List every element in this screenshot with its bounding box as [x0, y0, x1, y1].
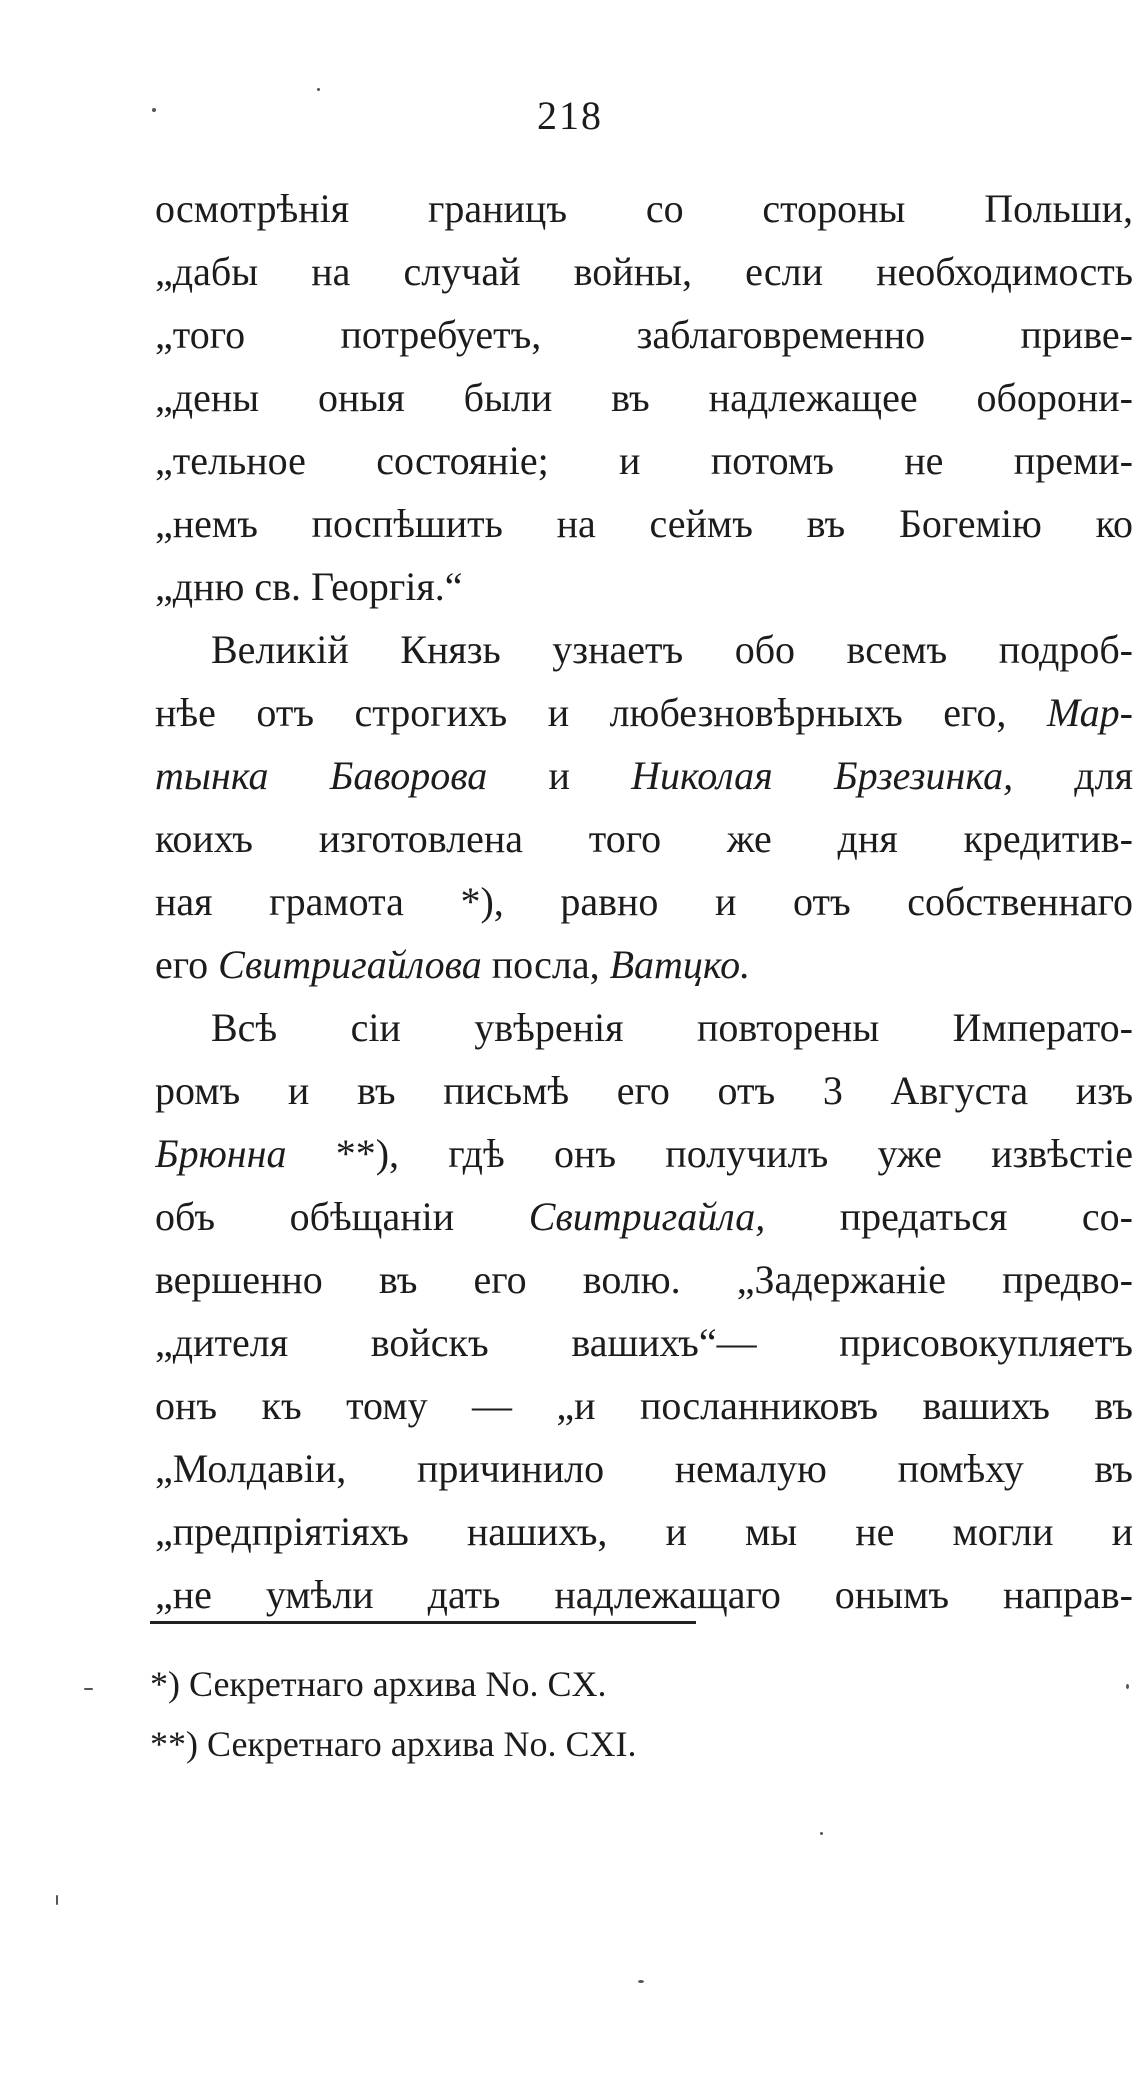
italic-name: Свитригайла, [528, 1194, 766, 1239]
italic-name: Ватцко. [609, 942, 751, 987]
text-line: Великій Князь узнаетъ обо всемъ подроб- [211, 627, 1133, 672]
footnote-2: **) Секретнаго архива No. CXI. [150, 1724, 637, 1764]
text-line: Всѣ сіи увѣренія повторены Императо- [211, 1005, 1133, 1050]
text-span: нѣе отъ строгихъ и любезновѣрныхъ его, [155, 690, 1047, 735]
paragraph-2 [155, 618, 1133, 996]
text-line: „предпріятіяхъ нашихъ, и мы не могли и [155, 1509, 1133, 1554]
text-line: „дню св. Георгія.“ [155, 564, 463, 609]
text-line [155, 933, 1133, 996]
italic-name: тынка Баворова [155, 753, 488, 798]
text-line: „дены оныя были въ надлежащее оборони- [155, 375, 1133, 420]
footnote-divider [150, 1621, 696, 1624]
text-line: коихъ изготовлена того же дня кредитив- [155, 816, 1133, 861]
text-span: посла, [481, 942, 610, 987]
text-line: „того потребуетъ, заблаговременно приве- [155, 312, 1133, 357]
text-line: онъ къ тому — „и посланниковъ вашихъ въ [155, 1383, 1133, 1428]
paragraph-1 [155, 177, 1133, 618]
text-line: „дителя войскъ вашихъ“— присовокупляетъ [155, 1320, 1133, 1365]
scan-speck [84, 1688, 93, 1690]
text-line: „тельное состояніе; и потомъ не преми- [155, 438, 1133, 483]
text-line [155, 1122, 1133, 1185]
footnote-1: *) Секретнаго архива No. CX. [150, 1664, 607, 1704]
text-span: и [487, 753, 632, 798]
text-line: „дабы на случай войны, если необходимость [155, 249, 1133, 294]
scan-speck [56, 1895, 58, 1905]
paragraph-3 [155, 996, 1133, 1626]
italic-name: Брюнна [155, 1131, 287, 1176]
text-line [155, 681, 1133, 744]
text-span: **), гдѣ онъ получилъ уже извѣстіе [286, 1131, 1133, 1176]
text-line: „Молдавіи, причинило немалую помѣху въ [155, 1446, 1133, 1491]
text-line: осмотрѣнія границъ со стороны Польши, [155, 186, 1133, 231]
scan-speck [1126, 1684, 1129, 1689]
body-text [155, 177, 1133, 1626]
text-span: его [155, 942, 219, 987]
text-span: для [1013, 753, 1133, 798]
text-line: „не умѣли дать надлежащаго онымъ направ- [155, 1572, 1133, 1617]
italic-name: Николая Брзезинка, [631, 753, 1014, 798]
italic-name: Свитригайлова [218, 942, 482, 987]
footnotes [150, 1654, 1050, 1774]
text-line: вершенно въ его волю. „Задержаніе предво- [155, 1257, 1133, 1302]
text-line [155, 1185, 1133, 1248]
text-line: „немъ поспѣшить на сеймъ въ Богемію ко [155, 501, 1133, 546]
text-span: объ обѣщаніи [155, 1194, 529, 1239]
text-line: ная грамота *), равно и отъ собственнаго [155, 879, 1133, 924]
text-line [155, 744, 1133, 807]
scan-speck [152, 108, 156, 112]
scan-speck [820, 1832, 823, 1835]
italic-name: Мар- [1046, 690, 1133, 735]
scan-speck [317, 88, 320, 91]
text-span: предаться со- [765, 1194, 1133, 1239]
scan-speck [638, 1980, 644, 1983]
page-number: 218 [537, 93, 603, 138]
text-line: ромъ и въ письмѣ его отъ 3 Августа изъ [155, 1068, 1133, 1113]
